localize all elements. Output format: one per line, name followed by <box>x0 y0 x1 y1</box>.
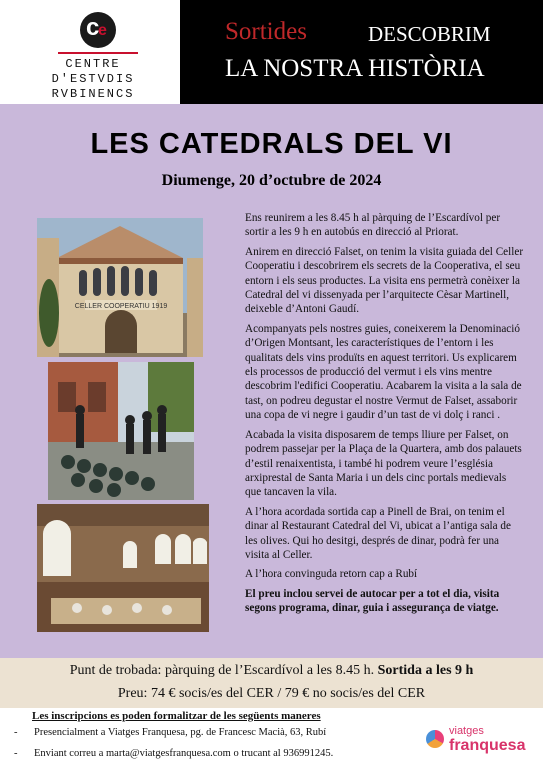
price-includes: El preu inclou servei de autocar per a tot el dia, visita segons programa, dinar, guia i assegurança de viatge. <box>245 587 500 615</box>
inscription-item <box>14 748 333 759</box>
paragraph-2: Anirem en direcció Falset, on tenim la visita guiada del Celler Cooperatiu i descobrirem els secrets de la Cooperativa, el seu entorn i els seus productes. La visita ens permetrà conèixer la Catedral del vi dissenyada per l’arquitecte Cèsar Martinell, deixeble d’Antoni Gaudí. <box>245 245 524 316</box>
departure-time: Sortida a les 9 h <box>377 663 474 678</box>
meeting-band <box>0 658 543 708</box>
paragraph-5: A l’hora acordada sortida cap a Pinell de Brai, on tenim el dinar al Restaurant Catedral del Vi, ubicat a l’antiga sala de les olives. Qui ho desitgi, després de dinar, podrà fer una visita al Celler. <box>245 505 511 561</box>
bullet-dash: - <box>14 727 18 738</box>
header-band <box>180 0 543 104</box>
logo-line-1: CENTRE <box>65 57 121 71</box>
agency-line-1: viatges <box>449 725 484 737</box>
paragraph-4: Acabada la visita disposarem de temps lliure per Falset, on podrem passejar per la Plaça de la Quartera, amb dos palauets d’estil renaixentista, i també hi podrem veure l’església arxiprestal de Santa Maria i un dels cinc portals medievals que tancaven la vila. <box>245 428 522 499</box>
price: Preu: 74 € socis/es del CER / 79 € no socis/es del CER <box>117 686 426 701</box>
meeting-text: Punt de trobada: pàrquing de l’Escardívol a les 8.45 h. <box>69 663 375 678</box>
event-date: Diumenge, 20 d’octubre de 2024 <box>161 172 382 189</box>
ce-logo-mark: c e <box>80 12 116 48</box>
franquesa-logo-icon <box>426 730 444 748</box>
building-sign: CELLER COOPERATIU 1919 <box>74 303 168 310</box>
photo-restaurant-hall <box>37 504 209 632</box>
page-title: LES CATEDRALS DEL VI <box>90 128 453 160</box>
bullet-dash: - <box>14 748 18 759</box>
paragraph-6: A l’hora convinguda retorn cap a Rubí <box>245 568 418 581</box>
logo-line-2: D'ESTVDIS <box>51 72 135 86</box>
description <box>245 211 525 621</box>
logo-divider <box>58 52 138 54</box>
header-sortides: Sortides <box>225 18 307 45</box>
inscriptions-section <box>0 708 543 768</box>
header-descobrim: DESCOBRIM <box>368 22 491 46</box>
inscriptions-heading: Les inscripcions es poden formalitzar de les següents maneres <box>32 710 321 722</box>
meeting-point <box>0 663 543 679</box>
paragraph-1: Ens reunirem a les 8.45 h al pàrquing de l’Escardívol per sortir a les 9 h en autobús en direcció al Priorat. <box>245 212 501 239</box>
cer-logo <box>0 0 180 104</box>
inscription-item-text: Presencialment a Viatges Franquesa, pg. de Francesc Macià, 63, Rubí <box>34 727 327 738</box>
photo-visitors-bottles <box>48 362 194 500</box>
logo-line-3: RVBINENCS <box>51 87 135 101</box>
paragraph-3: Acompanyats pels nostres guies, coneixerem la Denominació d’Origen Montsant, les característiques de l’entorn i les qualitats dels vins produïts en aquest territori. Us explicarem els processos de producció del vermut i els vins mentre descobrim l'edifici Cooperatiu. Acabarem la visita a la sala de tast, on podreu degustar el nostre Vermut de Falset, assaborir una copa de vi negre i gaudir d’un tast de vi dolç i ranci . <box>245 322 522 422</box>
header-historia: LA NOSTRA HISTÒRIA <box>225 55 485 82</box>
inscription-item-text: Enviant correu a marta@viatgesfranquesa.com o trucant al 936991245. <box>34 748 334 759</box>
viatges-franquesa-logo <box>418 720 538 760</box>
photo-celler-building <box>37 218 203 357</box>
agency-line-2: franquesa <box>449 737 526 754</box>
inscription-item <box>14 727 326 738</box>
